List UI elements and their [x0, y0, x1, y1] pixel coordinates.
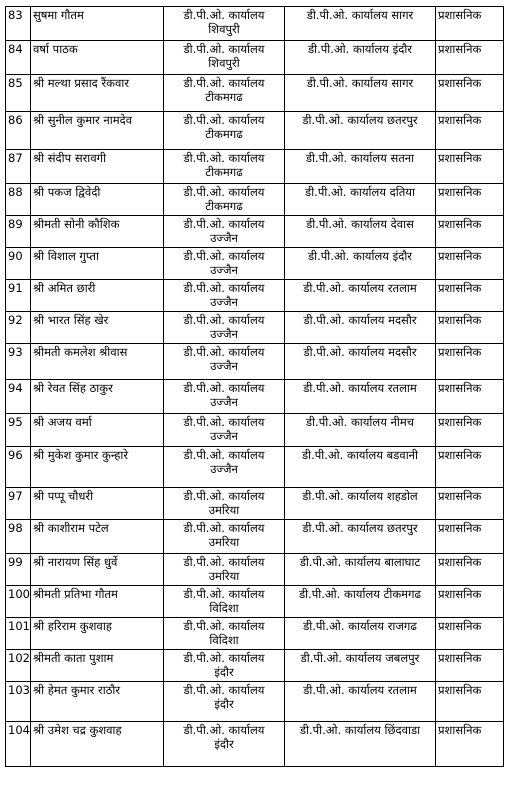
- employee-name: श्री रेवत सिंह ठाकुर: [31, 380, 164, 414]
- current-posting: [164, 520, 285, 554]
- new-posting: डी.पी.ओ. कार्यालय मदसौर: [285, 312, 436, 344]
- transfer-type: प्रशासनिक: [436, 216, 504, 248]
- table-row: [6, 312, 504, 344]
- serial-number: 93: [6, 344, 31, 380]
- new-posting: डी.पी.ओ. कार्यालय छतरपुर: [285, 112, 436, 150]
- current-posting-office: डी.पी.ओ. कार्यालय: [183, 651, 265, 665]
- transfer-type: प्रशासनिक: [436, 520, 504, 554]
- transfer-type: प्रशासनिक: [436, 312, 504, 344]
- current-posting-office: डी.पी.ओ. कार्यालय: [183, 151, 265, 165]
- employee-name: श्री अजय वर्मा: [31, 414, 164, 447]
- current-posting: [164, 380, 285, 414]
- employee-name: श्रीमती प्रतिभा गौतम: [31, 586, 164, 618]
- employee-name: श्री संदीप सरावगी: [31, 150, 164, 184]
- current-posting: [164, 682, 285, 722]
- current-posting-district: उमरिया: [208, 503, 240, 517]
- new-posting: डी.पी.ओ. कार्यालय छतरपुर: [285, 520, 436, 554]
- table-row: [6, 618, 504, 650]
- current-posting-district: उमरिया: [208, 569, 240, 583]
- employee-name: श्रीमती सोनी कौशिक: [31, 216, 164, 248]
- table-row: [6, 216, 504, 248]
- current-posting: [164, 344, 285, 380]
- current-posting-district: उज्जैन: [210, 295, 238, 309]
- new-posting: डी.पी.ओ. कार्यालय दतिया: [285, 184, 436, 216]
- current-posting-district: विदिशा: [209, 601, 239, 615]
- current-posting-office: डी.पी.ओ. कार्यालय: [183, 249, 265, 263]
- serial-number: 90: [6, 248, 31, 280]
- current-posting-office: डी.पी.ओ. कार्यालय: [183, 489, 265, 503]
- serial-number: 87: [6, 150, 31, 184]
- new-posting: डी.पी.ओ. कार्यालय छिंदवाडा: [285, 722, 436, 767]
- current-posting: [164, 7, 285, 41]
- current-posting: [164, 75, 285, 112]
- current-posting-office: डी.पी.ओ. कार्यालय: [183, 217, 265, 231]
- new-posting: डी.पी.ओ. कार्यालय टीकमगढ: [285, 586, 436, 618]
- transfer-type: प्रशासनिक: [436, 184, 504, 216]
- transfer-type: प्रशासनिक: [436, 488, 504, 520]
- current-posting-office: डी.पी.ओ. कार्यालय: [183, 555, 265, 569]
- current-posting-district: इंदौर: [214, 665, 234, 679]
- transfer-type: प्रशासनिक: [436, 586, 504, 618]
- employee-name: श्री अमित छारी: [31, 280, 164, 312]
- serial-number: 96: [6, 447, 31, 488]
- serial-number: 85: [6, 75, 31, 112]
- current-posting-office: डी.पी.ओ. कार्यालय: [183, 8, 265, 22]
- current-posting: [164, 41, 285, 75]
- current-posting-office: डी.पी.ओ. कार्यालय: [183, 448, 265, 462]
- serial-number: 94: [6, 380, 31, 414]
- current-posting-district: शिवपुरी: [208, 22, 240, 36]
- current-posting-office: डी.पी.ओ. कार्यालय: [183, 313, 265, 327]
- current-posting-district: शिवपुरी: [208, 56, 240, 70]
- transfer-type: प्रशासनिक: [436, 75, 504, 112]
- table-row: [6, 554, 504, 586]
- transfer-type: प्रशासनिक: [436, 447, 504, 488]
- transfer-type: प्रशासनिक: [436, 682, 504, 722]
- new-posting: डी.पी.ओ. कार्यालय सागर: [285, 75, 436, 112]
- serial-number: 95: [6, 414, 31, 447]
- current-posting: [164, 586, 285, 618]
- current-posting-district: उज्जैन: [210, 462, 238, 476]
- serial-number: 103: [6, 682, 31, 722]
- new-posting: डी.पी.ओ. कार्यालय रतलाम: [285, 380, 436, 414]
- current-posting-office: डी.पी.ओ. कार्यालय: [183, 345, 265, 359]
- table-row: [6, 682, 504, 722]
- current-posting: [164, 618, 285, 650]
- current-posting: [164, 312, 285, 344]
- current-posting: [164, 414, 285, 447]
- current-posting-office: डी.पी.ओ. कार्यालय: [183, 521, 265, 535]
- table-row: [6, 75, 504, 112]
- current-posting-district: टीकमगढ: [205, 90, 243, 104]
- serial-number: 100: [6, 586, 31, 618]
- new-posting: डी.पी.ओ. कार्यालय मदसौर: [285, 344, 436, 380]
- transfer-type: प्रशासनिक: [436, 618, 504, 650]
- new-posting: डी.पी.ओ. कार्यालय सागर: [285, 7, 436, 41]
- transfer-list-table: [5, 6, 504, 767]
- employee-name: श्री नारायण सिंह धुर्वे: [31, 554, 164, 586]
- new-posting: डी.पी.ओ. कार्यालय देवास: [285, 216, 436, 248]
- serial-number: 91: [6, 280, 31, 312]
- employee-name: श्री भारत सिंह खेर: [31, 312, 164, 344]
- table-body: [6, 7, 504, 767]
- transfer-type: प्रशासनिक: [436, 414, 504, 447]
- table-row: [6, 112, 504, 150]
- current-posting-district: टीकमगढ: [205, 165, 243, 179]
- table-row: [6, 447, 504, 488]
- serial-number: 88: [6, 184, 31, 216]
- current-posting-office: डी.पी.ओ. कार्यालय: [183, 683, 265, 697]
- current-posting: [164, 216, 285, 248]
- employee-name: श्री पप्पू चौधरी: [31, 488, 164, 520]
- current-posting: [164, 184, 285, 216]
- new-posting: डी.पी.ओ. कार्यालय इंदौर: [285, 41, 436, 75]
- serial-number: 89: [6, 216, 31, 248]
- current-posting-office: डी.पी.ओ. कार्यालय: [183, 619, 265, 633]
- transfer-type: प्रशासनिक: [436, 112, 504, 150]
- current-posting-district: उज्जैन: [210, 231, 238, 245]
- current-posting-office: डी.पी.ओ. कार्यालय: [183, 415, 265, 429]
- table-row: [6, 41, 504, 75]
- employee-name: श्री पकज द्विवेदी: [31, 184, 164, 216]
- table-row: [6, 650, 504, 682]
- current-posting-district: विदिशा: [209, 633, 239, 647]
- new-posting: डी.पी.ओ. कार्यालय जबलपुर: [285, 650, 436, 682]
- transfer-type: प्रशासनिक: [436, 722, 504, 767]
- table-row: [6, 150, 504, 184]
- current-posting-office: डी.पी.ओ. कार्यालय: [183, 281, 265, 295]
- current-posting-district: उमरिया: [208, 535, 240, 549]
- serial-number: 92: [6, 312, 31, 344]
- current-posting-district: उज्जैन: [210, 395, 238, 409]
- employee-name: श्री सुनील कुमार नामदेव: [31, 112, 164, 150]
- current-posting-office: डी.पी.ओ. कार्यालय: [183, 76, 265, 90]
- transfer-type: प्रशासनिक: [436, 280, 504, 312]
- serial-number: 84: [6, 41, 31, 75]
- current-posting-district: टीकमगढ: [205, 127, 243, 141]
- current-posting: [164, 488, 285, 520]
- table-row: [6, 520, 504, 554]
- new-posting: डी.पी.ओ. कार्यालय सतना: [285, 150, 436, 184]
- new-posting: डी.पी.ओ. कार्यालय इंदौर: [285, 248, 436, 280]
- current-posting-district: उज्जैन: [210, 263, 238, 277]
- transfer-type: प्रशासनिक: [436, 150, 504, 184]
- current-posting-district: उज्जैन: [210, 327, 238, 341]
- employee-name: श्रीमती कमलेश श्रीवास: [31, 344, 164, 380]
- serial-number: 98: [6, 520, 31, 554]
- transfer-type: प्रशासनिक: [436, 650, 504, 682]
- current-posting: [164, 447, 285, 488]
- current-posting: [164, 554, 285, 586]
- table-row: [6, 586, 504, 618]
- current-posting-district: इंदौर: [214, 697, 234, 711]
- transfer-type: प्रशासनिक: [436, 248, 504, 280]
- table-row: [6, 344, 504, 380]
- transfer-type: प्रशासनिक: [436, 7, 504, 41]
- current-posting: [164, 150, 285, 184]
- current-posting-office: डी.पी.ओ. कार्यालय: [183, 381, 265, 395]
- serial-number: 86: [6, 112, 31, 150]
- table-row: [6, 280, 504, 312]
- employee-name: श्री मुकेश कुमार कुन्हारे: [31, 447, 164, 488]
- current-posting: [164, 650, 285, 682]
- transfer-type: प्रशासनिक: [436, 41, 504, 75]
- serial-number: 99: [6, 554, 31, 586]
- current-posting-office: डी.पी.ओ. कार्यालय: [183, 42, 265, 56]
- current-posting-office: डी.पी.ओ. कार्यालय: [183, 113, 265, 127]
- table-row: [6, 414, 504, 447]
- current-posting-district: उज्जैन: [210, 429, 238, 443]
- current-posting: [164, 722, 285, 767]
- serial-number: 102: [6, 650, 31, 682]
- serial-number: 97: [6, 488, 31, 520]
- new-posting: डी.पी.ओ. कार्यालय रतलाम: [285, 280, 436, 312]
- table-row: [6, 488, 504, 520]
- employee-name: श्री हेमत कुमार राठौर: [31, 682, 164, 722]
- new-posting: डी.पी.ओ. कार्यालय नीमच: [285, 414, 436, 447]
- transfer-type: प्रशासनिक: [436, 554, 504, 586]
- current-posting-district: टीकमगढ: [205, 199, 243, 213]
- new-posting: डी.पी.ओ. कार्यालय शहडोल: [285, 488, 436, 520]
- current-posting-district: इंदौर: [214, 737, 234, 751]
- transfer-type: प्रशासनिक: [436, 344, 504, 380]
- new-posting: डी.पी.ओ. कार्यालय बालाघाट: [285, 554, 436, 586]
- serial-number: 101: [6, 618, 31, 650]
- current-posting: [164, 112, 285, 150]
- transfer-type: प्रशासनिक: [436, 380, 504, 414]
- current-posting-office: डी.पी.ओ. कार्यालय: [183, 723, 265, 737]
- employee-name: सुषमा गौतम: [31, 7, 164, 41]
- current-posting: [164, 280, 285, 312]
- employee-name: श्रीमती काता पुशाम: [31, 650, 164, 682]
- new-posting: डी.पी.ओ. कार्यालय रतलाम: [285, 682, 436, 722]
- serial-number: 104: [6, 722, 31, 767]
- serial-number: 83: [6, 7, 31, 41]
- employee-name: श्री विशाल गुप्ता: [31, 248, 164, 280]
- table-row: [6, 7, 504, 41]
- employee-name: श्री उमेश चद्र कुशवाह: [31, 722, 164, 767]
- employee-name: श्री मल्था प्रसाद रैंकवार: [31, 75, 164, 112]
- current-posting-office: डी.पी.ओ. कार्यालय: [183, 587, 265, 601]
- current-posting: [164, 248, 285, 280]
- table-row: [6, 184, 504, 216]
- table-row: [6, 380, 504, 414]
- table-row: [6, 248, 504, 280]
- new-posting: डी.पी.ओ. कार्यालय बडवानी: [285, 447, 436, 488]
- table-row: [6, 722, 504, 767]
- employee-name: श्री हरिराम कुशवाह: [31, 618, 164, 650]
- current-posting-office: डी.पी.ओ. कार्यालय: [183, 185, 265, 199]
- new-posting: डी.पी.ओ. कार्यालय राजगढ: [285, 618, 436, 650]
- employee-name: वर्षा पाठक: [31, 41, 164, 75]
- employee-name: श्री काशीराम पटेल: [31, 520, 164, 554]
- current-posting-district: उज्जैन: [210, 359, 238, 373]
